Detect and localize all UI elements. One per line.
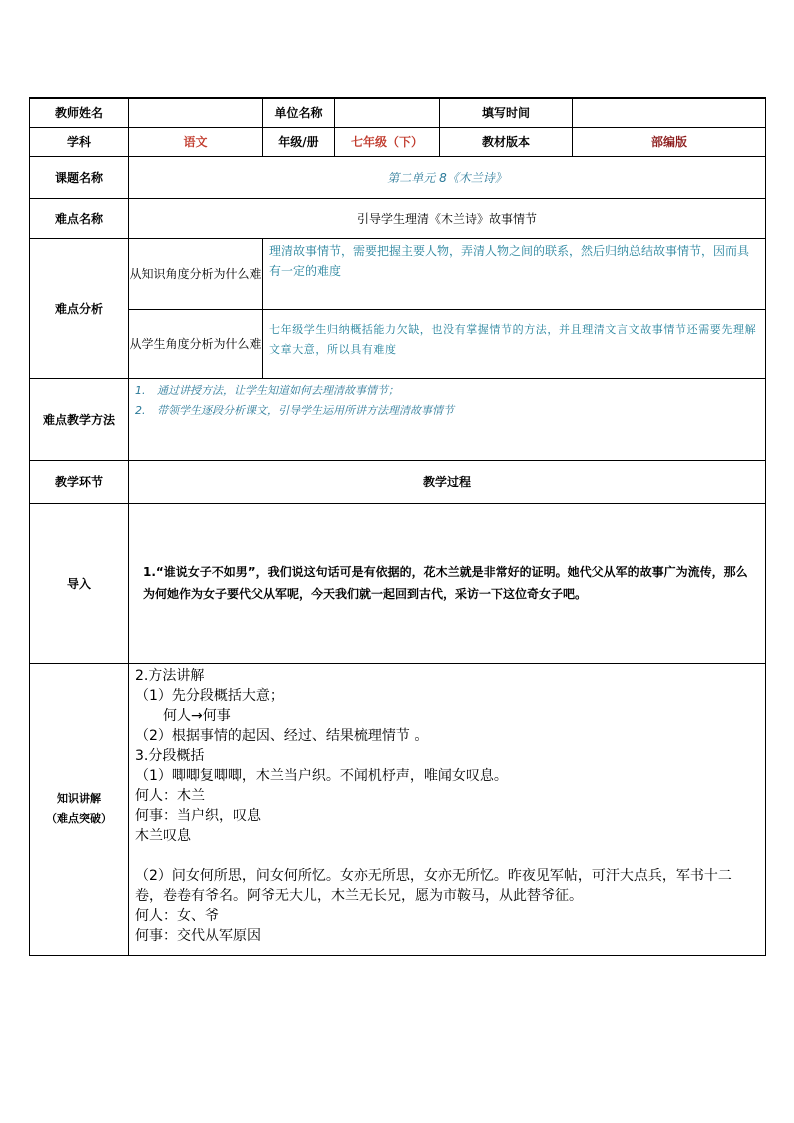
stage-label: 教学环节 xyxy=(30,460,129,503)
process-label: 教学过程 xyxy=(129,460,766,503)
knowledge-line: （1）唧唧复唧唧，木兰当户织。不闻机杼声，唯闻女叹息。 xyxy=(135,767,508,784)
knowledge-line: 何人：女、爷 xyxy=(135,907,219,924)
subject-value: 语文 xyxy=(129,127,263,156)
process-header-row xyxy=(30,460,766,503)
topic-row xyxy=(30,156,766,198)
method-number: 2. xyxy=(135,403,146,417)
knowledge-line: 何人→何事 xyxy=(135,707,231,724)
knowledge-row xyxy=(30,663,766,955)
header-row-1 xyxy=(30,98,766,127)
knowledge-line: 3.分段概括 xyxy=(135,747,205,764)
knowledge-label xyxy=(30,663,129,955)
analysis-student-text: 七年级学生归纳概括能力欠缺，也没有掌握情节的方法，并且理清文言文故事情节还需要先理解文章大意，所以具有难度 xyxy=(263,309,766,378)
analysis-knowledge-label: 从知识角度分析为什么难 xyxy=(129,238,263,309)
difficulty-value: 引导学生理清《木兰诗》故事情节 xyxy=(129,198,766,238)
subject-label: 学科 xyxy=(30,127,129,156)
unit-name-value xyxy=(335,98,440,127)
fill-time-label: 填写时间 xyxy=(440,98,573,127)
textbook-value: 部编版 xyxy=(573,127,766,156)
grade-value: 七年级（下） xyxy=(335,127,440,156)
method-text: 带领学生逐段分析课文，引导学生运用所讲方法理清故事情节 xyxy=(157,403,454,417)
methods-content xyxy=(129,378,766,460)
knowledge-line: 何人：木兰 xyxy=(135,787,205,804)
teacher-name-label: 教师姓名 xyxy=(30,98,129,127)
knowledge-line: 木兰叹息 xyxy=(135,827,191,844)
method-item xyxy=(135,401,759,421)
knowledge-line: （2）根据事情的起因、经过、结果梳理情节 。 xyxy=(135,727,429,744)
knowledge-content xyxy=(129,663,766,955)
grade-label: 年级/册 xyxy=(263,127,335,156)
method-number: 1. xyxy=(135,383,146,397)
method-text: 通过讲授方法，让学生知道如何去理清故事情节； xyxy=(157,383,399,397)
difficulty-row xyxy=(30,198,766,238)
analysis-knowledge-text: 理清故事情节，需要把握主要人物，弄清人物之间的联系，然后归纳总结故事情节，因而具有一定的难度 xyxy=(263,238,766,309)
teacher-name-value xyxy=(129,98,263,127)
analysis-row-knowledge xyxy=(30,238,766,309)
knowledge-line: 何事：交代从军原因 xyxy=(135,927,261,944)
analysis-student-label: 从学生角度分析为什么难 xyxy=(129,309,263,378)
topic-value: 第二单元 8《木兰诗》 xyxy=(129,156,766,198)
knowledge-line: （1）先分段概括大意； xyxy=(135,687,284,704)
lesson-plan-table xyxy=(29,97,766,956)
textbook-label: 教材版本 xyxy=(440,127,573,156)
analysis-label: 难点分析 xyxy=(30,238,129,378)
knowledge-blank-line xyxy=(135,846,759,866)
unit-name-label: 单位名称 xyxy=(263,98,335,127)
knowledge-label-line: （难点突破） xyxy=(46,812,112,825)
methods-label: 难点教学方法 xyxy=(30,378,129,460)
intro-row xyxy=(30,503,766,663)
intro-text: 1.“谁说女子不如男”，我们说这句话可是有依据的，花木兰就是非常好的证明。她代父从军的故事广为流传，那么为何她作为女子要代父从军呢，今天我们就一起回到古代，采访一下这位奇女子吧。 xyxy=(129,503,766,663)
topic-label: 课题名称 xyxy=(30,156,129,198)
intro-label: 导入 xyxy=(30,503,129,663)
knowledge-line: 2.方法讲解 xyxy=(135,667,205,684)
header-row-2 xyxy=(30,127,766,156)
knowledge-line: （2）问女何所思，问女何所忆。女亦无所思，女亦无所忆。昨夜见军帖，可汗大点兵，军书十二卷，卷卷有爷名。阿爷无大儿，木兰无长兄，愿为市鞍马，从此替爷征。 xyxy=(135,867,732,904)
fill-time-value xyxy=(573,98,766,127)
knowledge-label-line: 知识讲解 xyxy=(57,792,101,805)
difficulty-label: 难点名称 xyxy=(30,198,129,238)
analysis-row-student xyxy=(30,309,766,378)
knowledge-line: 何事：当户织，叹息 xyxy=(135,807,261,824)
method-item xyxy=(135,381,759,401)
methods-row xyxy=(30,378,766,460)
